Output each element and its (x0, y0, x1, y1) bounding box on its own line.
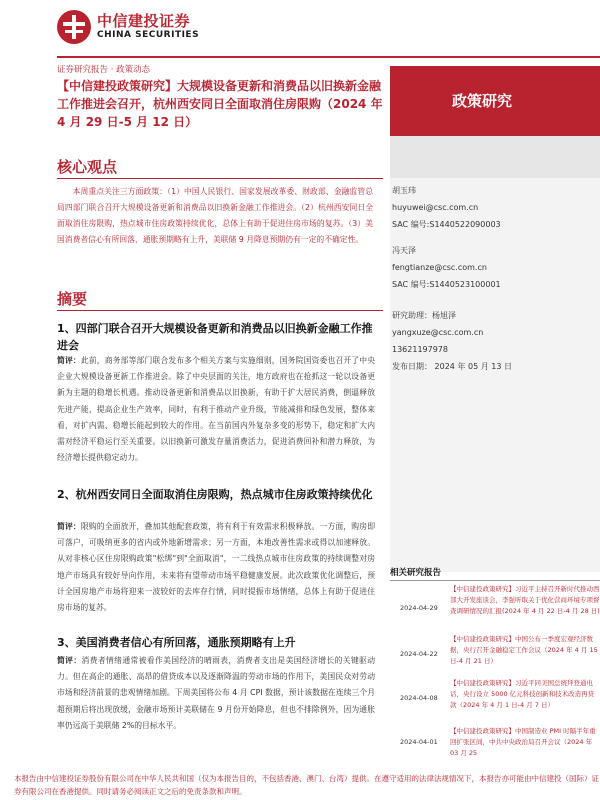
summary-body-2 (57, 519, 375, 616)
summary-lead: 简评： (57, 656, 82, 665)
summary-text: 限购的全面放开，叠加其他配套政策，将有利于有效需求积极释放。一方面，购房即可落户，可吸纳更多的省内或外地新增需求；另一方面，本地改善性需求或得以加速释放。从对非核心区住房限购政策"松绑"到"全面取消"，一二线热点城市住房政策的持续调整对房地产市场具有较好导向作用，未来将有望带动市场平稳健康发展。此次政策优化调整后，预计全国房地产市场将迎来一波较好的去库存行情，同时提振市场情绪，总体上有助于促进住房市场的复苏。 (57, 522, 376, 613)
analyst-email[interactable]: huyuwei@csc.com.cn (392, 203, 479, 212)
analyst-2 (392, 242, 501, 293)
related-report-date: 2024-04-01 (400, 738, 438, 746)
core-title: 核心观点 (57, 158, 118, 176)
header-divider (57, 56, 600, 58)
related-reports-title: 相关研究报告 (390, 568, 442, 578)
analyst-name: 冯天泽 (392, 246, 416, 255)
summary-divider (57, 310, 383, 311)
publish-date: 发布日期： 2024 年 05 月 13 日 (392, 362, 512, 371)
summary-lead: 简评： (57, 522, 81, 531)
panel-header-band (390, 136, 600, 178)
related-report-item[interactable] (390, 584, 600, 636)
summary-text: 消费者情绪通常被看作美国经济的晴雨表，消费者支出是美国经济增长的关键驱动力。但在高企的通胀、高昂的借贷成本以及逐渐降温的劳动市场的作用下，美国民众对劳动市场和经济前景的悲观情绪加剧。下周美国将公布 4 月 CPI 数据，预计该数据在连续三个月超预期后将出现放缓，金融市场预计美联储在 9 月份开始降息，但也不排除例外，因为通胀率仍远高于美联储 2%的目标水平。 (57, 656, 376, 730)
related-reports-divider (390, 580, 600, 581)
analyst-sac: SAC 编号:S1440523100001 (392, 280, 501, 289)
legal-disclaimer: 本报告由中信建投证券股份有限公司在中华人民共和国（仅为本报告目的，不包括香港、澳门、台湾）提供。在遵守适用的法律法规情况下，本报告亦可能由中信建投（国际）证券有限公司在香港提供。同时请务必阅读正文之后的免责条款和声明。 (14, 774, 599, 796)
summary-title: 摘要 (57, 290, 88, 308)
related-report-date: 2024-04-29 (400, 604, 438, 612)
related-report-date: 2024-04-08 (400, 694, 438, 702)
summary-text: 此前，商务部等部门联合发布多个相关方案与实施细则，国务院国资委也召开了中央企业大规模设备更新工作推进会。除了中央层面的关注，地方政府也在抢抓这一轮以设备更新为主题的稳增长机遇。推动设备更新和消费品以旧换新，有助于扩大居民消费，倒逼释放先进产能，提高企业生产效率，同时，有利于推动产业升级，节能减排和绿色发展，整体来看，对扩内需、稳增长能起到较大的作用。在当前国内外复杂多变的形势下，稳定和扩大内需对经济平稳运行至关重要。以旧换新可激发存量消费活力，促进消费回补和潜力释放，为经济增长提供稳定动力。 (57, 356, 376, 463)
logo-name-cn: 中信建投证券 (97, 12, 191, 30)
company-logo (57, 8, 227, 48)
analyst-1 (392, 182, 501, 233)
analyst-name: 胡玉玮 (392, 186, 416, 195)
assistant-phone: 13621197978 (392, 345, 448, 354)
assistant-email[interactable]: yangxuze@csc.com.cn (392, 328, 484, 337)
related-report-title[interactable]: 【中信建投政策研究】习近平同美国总统拜登通电话，央行设立 5000 亿元科技创新和技术改造再贷款（2024 年 4 月 1 日-4 月 7 日） (450, 679, 595, 709)
report-type: 证券研究报告 · 政策动态 (57, 65, 151, 75)
related-report-item[interactable] (390, 726, 600, 770)
related-report-date: 2024-04-22 (400, 650, 438, 658)
analyst-sac: SAC 编号:S1440522090003 (392, 220, 501, 229)
category-banner (390, 66, 600, 136)
summary-heading-2: 2、杭州西安同日全面取消住房限购，热点城市住房政策持续优化 (57, 488, 373, 501)
core-text: 本周重点关注三方面政策：（1）中国人民银行、国家发展改革委、财政部、金融监管总局四部门联合召开大规模设备更新和消费品以旧换新金融工作推进会。（2）杭州西安同日全面取消住房限购，热点城市住房政策持续优化，总体上有助于促进住房市场的复苏。（3）美国消费者信心有所回落，通胀预期略有上升，美联储 9 月降息预期仍有一定的不确定性。 (57, 187, 373, 244)
summary-heading-3: 3、美国消费者信心有所回落，通胀预期略有上升 (57, 636, 296, 649)
related-report-title[interactable]: 【中信建投政策研究】中国公布一季度宏观经济数据，央行召开金融稳定工作会议（2024 年 4 月 15 日-4 月 21 日） (450, 635, 598, 665)
core-divider (57, 178, 383, 179)
summary-heading-1: 1、四部门联合召开大规模设备更新和消费品以旧换新金融工作推进会 (57, 322, 373, 352)
report-headline: 【中信建投政策研究】大规模设备更新和消费品以旧换新金融工作推进会召开，杭州西安同日全面取消住房限购（2024 年 4 月 29 日-5 月 12 日） (57, 79, 383, 129)
summary-lead: 简评： (57, 356, 81, 365)
related-report-title[interactable]: 【中信建投政策研究】中国制造业 PMI 时隔半年重回扩张区间，中共中央政治局召开会议（2024 年 03 月 25 (450, 727, 596, 757)
research-assistant (392, 307, 483, 358)
related-report-item[interactable] (390, 678, 600, 730)
related-report-title[interactable]: 【中信建投政策研究】习近平主持召开新时代推动西部大开发座谈会，李强听取关于优化营商环境专项督查调研情况的汇报(2024 年 4 月 22 日-4 月 28 日) (450, 585, 600, 615)
logo-mark-icon (57, 10, 91, 44)
summary-body-1 (57, 353, 375, 466)
logo-name-en: CHINA SECURITIES (97, 30, 200, 40)
category-label: 政策研究 (452, 92, 513, 110)
summary-body-3 (57, 653, 375, 734)
analyst-email[interactable]: fengtianze@csc.com.cn (392, 263, 487, 272)
assistant-label: 研究助理：杨旭泽 (392, 311, 456, 320)
